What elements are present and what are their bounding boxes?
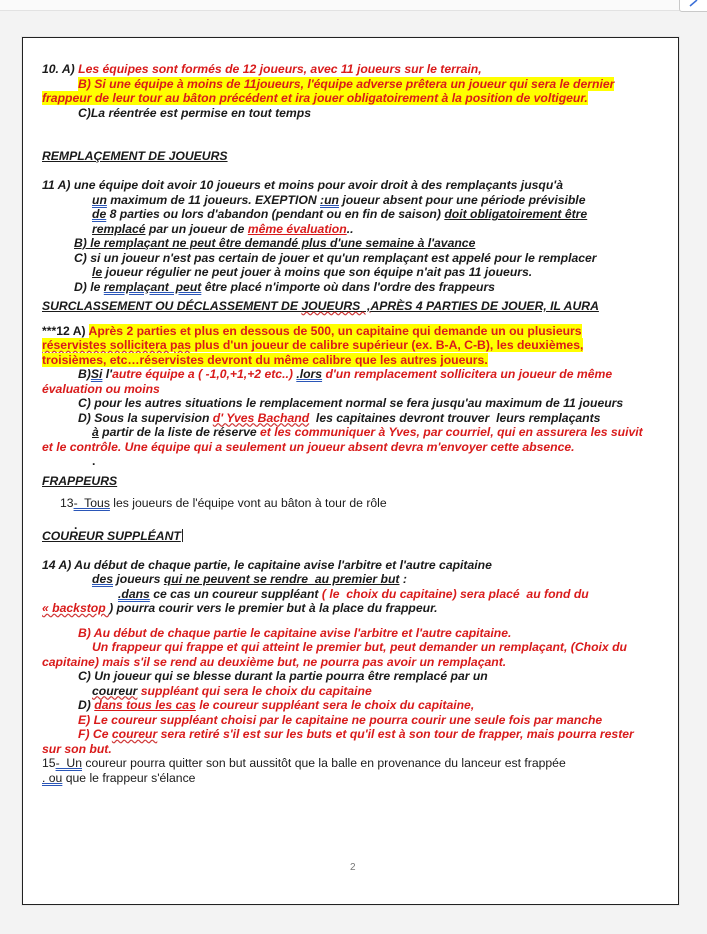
document-body <box>42 62 682 785</box>
heading-surclassement-a: SURCLASSEMENT OU DÉCLASSEMENT DE <box>42 299 302 313</box>
s14-l2-end: : <box>399 572 407 586</box>
s11-l4-text: par un joueur de <box>145 221 248 236</box>
dot-separator: . <box>74 517 78 532</box>
toolbar-button[interactable] <box>679 0 707 12</box>
s12-line1 <box>42 324 682 339</box>
s14-l3-red: ( le choix du capitaine) sera placé au fond du <box>321 586 589 601</box>
viewer-top-bar <box>0 0 707 11</box>
s11-c-line2 <box>42 265 682 280</box>
s12-line3 <box>42 353 682 368</box>
s11-d-underlined: remplaçant peut <box>103 279 202 294</box>
s12-hl2: plus d'un joueur de calibre supérieur (ex. B-A, C-B), les deuxièmes, <box>191 338 584 352</box>
s14-f-wavy: coureur <box>111 727 158 741</box>
s14-c2-wavy: coureur <box>92 683 138 698</box>
s11-l2-underlined2: :un <box>320 192 339 207</box>
s14-d-prefix: D) <box>78 698 95 712</box>
s12-d-line2 <box>42 425 682 440</box>
s12-dot: . <box>92 454 96 468</box>
s14-c-line2 <box>42 684 682 699</box>
s15-line2 <box>42 771 682 786</box>
s11-line1: 11 A) une équipe doit avoir 10 joueurs et moins pour avoir droit à des remplaçants jusqu'à <box>42 178 563 192</box>
s10-a-number: 10. A) <box>42 62 79 76</box>
s12-hl1: Après 2 parties et plus en dessous de 500, un capitaine qui demande un ou plusieurs <box>88 323 582 338</box>
s14-f-line <box>42 727 682 742</box>
s10-a-text: Les équipes sont formés de 12 joueurs, avec 11 joueurs sur le terrain, <box>78 62 482 76</box>
heading-coureur: COUREUR SUPPLÉANT <box>42 528 181 543</box>
s14-d-underlined: dans tous les cas <box>94 698 196 712</box>
s12-hl2-wavy: réservistes sollicitera pas <box>42 338 192 352</box>
s11-l2-text: maximum de 11 joueurs. EXEPTION <box>106 192 321 207</box>
s14-line3 <box>42 587 682 602</box>
s11-line3 <box>42 207 682 222</box>
s12-b-lors: .lors <box>296 367 323 381</box>
s13-text: les joueurs de l'équipe vont au bâton à tour de rôle <box>109 496 387 510</box>
s12-b-l: l' <box>102 367 113 381</box>
s15-l2-text: que le frappeur s'élance <box>62 770 196 785</box>
s10-a-line <box>42 62 682 77</box>
heading-surclassement-b: APRÈS 4 PARTIES DE JOUER, IL AURA <box>370 299 599 313</box>
s14-b-line1: B) Au début de chaque partie le capitaine avise l'arbitre et l'autre capitaine. <box>78 625 512 640</box>
s11-l2-underlined: un <box>92 192 107 207</box>
s12-d2-text: partir de la liste de réserve <box>98 425 261 439</box>
s10-b-line2 <box>42 91 682 106</box>
s12-number: ***12 A) <box>42 323 89 338</box>
s14-line1: 14 A) Au début de chaque partie, le capitaine avise l'arbitre et l'autre capitaine <box>42 557 492 572</box>
s12-b-red2: d'un remplacement sollicitera un joueur de même <box>322 367 613 381</box>
s14-l2-underlined2: qui ne peuvent se rendre au premier but <box>163 572 400 586</box>
s14-b-line3: capitaine) mais s'il se rend au deuxième but, ne pourra pas avoir un remplaçant. <box>42 654 507 669</box>
s12-b-si: Si <box>90 367 103 381</box>
s11-l3-underlined: de <box>92 207 107 221</box>
heading-coureur-line <box>42 529 682 544</box>
s11-c2-underlined: le <box>92 265 103 279</box>
edit-icon <box>689 0 699 7</box>
s13-number: 13 <box>60 496 74 510</box>
s11-l2-text2: joueur absent pour une période prévisible <box>338 192 586 207</box>
s11-line2 <box>42 193 682 208</box>
s14-l4-red: « backstop <box>42 601 110 615</box>
s12-b-red: autre équipe a ( -1,0,+1,+2 etc..) <box>112 367 297 381</box>
s12-d-red: d' Yves Bachand <box>212 410 310 425</box>
s12-d2-underlined: à <box>92 425 99 439</box>
s14-f-text: sera retiré s'il est sur les buts et qu'il est à son tour de frapper, mais pourra rester <box>157 727 634 741</box>
s13-line <box>42 496 682 511</box>
s12-d-line <box>42 411 682 426</box>
s14-f-prefix: F) Ce <box>78 727 112 741</box>
s14-l2-underlined: des <box>92 572 114 586</box>
s11-l3-text: 8 parties ou lors d'abandon (pendant ou en fin de saison) <box>106 207 445 221</box>
s14-b-line2: Un frappeur qui frappe et qui atteint le premier but, peut demander un remplaçant, (Choix du <box>92 640 627 654</box>
s11-l4-end: .. <box>346 221 354 236</box>
s15-underlined: - Un <box>55 756 82 770</box>
s12-d-line3: et le contrôle. Une équipe qui a seulement un joueur absent devra m'envoyer cette absence. <box>42 439 575 454</box>
heading-surclassement-wavy: JOUEURS , <box>301 299 371 313</box>
s10-b-text2: frappeur de leur tour au bâton précédent et ira jouer obligatoirement à la position de voltigeur. <box>42 91 588 105</box>
s10-b-line1 <box>42 77 682 92</box>
s10-c-line: C)La réentrée est permise en tout temps <box>78 105 311 120</box>
s12-d2-red: et les communiquer à Yves, par courriel, qui en assurera les suivit <box>260 425 643 439</box>
s12-d-prefix: D) Sous la supervision <box>78 410 213 425</box>
s15-line1 <box>42 756 682 771</box>
s14-e-line: E) Le coureur suppléant choisi par le capitaine ne pourra courir une seule fois par manche <box>78 712 603 727</box>
s11-c-line1: C) si un joueur n'est pas certain de jouer et qu'un remplaçant est appelé pour le remplacer <box>74 250 597 265</box>
s10-b-text1: B) Si une équipe à moins de 11joueurs, l'équipe adverse prêtera un joueur qui sera le dernier <box>78 76 615 91</box>
s15-text: coureur pourra quitter son but aussitôt que la balle en provenance du lanceur est frappée <box>81 756 566 770</box>
s13-underlined: - Tous <box>73 496 110 510</box>
s14-line4 <box>42 601 682 616</box>
s11-d-line <box>42 280 682 295</box>
s14-line2 <box>42 572 682 587</box>
s11-b-line: B) le remplaçant ne peut être demandé plus d'une semaine à l'avance <box>74 236 476 250</box>
s14-l3-text: ce cas un coureur suppléant <box>149 586 322 601</box>
s14-l4-text: ) pourra courir vers le premier but à la place du frappeur. <box>109 601 438 615</box>
s11-l3-underlined2: doit obligatoirement être <box>444 207 588 221</box>
s14-f-line2: sur son but. <box>42 741 112 756</box>
s12-d-text: les capitaines devront trouver leurs remplaçants <box>309 410 601 425</box>
s12-b-line2: évaluation ou moins <box>42 381 160 396</box>
heading-remplacement: REMPLAÇEMENT DE JOUEURS <box>42 149 228 163</box>
s12-b-label: B) <box>78 367 91 381</box>
s11-line4 <box>42 222 682 237</box>
s14-l3-underlined: .dans <box>118 586 150 601</box>
s15-l2-underlined: . ou <box>42 770 63 785</box>
s12-hl3: troisièmes, etc…réservistes devront du même calibre que les autres joueurs. <box>42 352 488 367</box>
s11-c2-text: joueur régulier ne peut jouer à moins que son équipe n'ait pas 11 joueurs. <box>102 265 533 279</box>
s14-l2-text: joueurs <box>113 572 164 586</box>
s14-d-red: le coureur suppléant sera le choix du capitaine, <box>195 698 475 712</box>
s11-d-prefix: D) le <box>74 279 104 294</box>
s12-c-line: C) pour les autres situations le remplacement normal se fera jusqu'au maximum de 11 joueurs <box>78 396 624 410</box>
s11-l4-underlined: remplacé <box>92 221 146 236</box>
s12-b-line <box>42 367 682 382</box>
s14-c2-red: suppléant qui sera le choix du capitaine <box>137 683 372 698</box>
s12-line2 <box>42 338 682 353</box>
page-number: 2 <box>350 862 356 873</box>
heading-surclassement <box>42 299 682 314</box>
s14-d-line <box>42 698 682 713</box>
s15-number: 15 <box>42 756 56 770</box>
s14-c-line1: C) Un joueur qui se blesse durant la partie pourra être remplacé par un <box>78 669 488 683</box>
s11-l4-red: même évaluation <box>247 221 347 236</box>
text-cursor <box>182 529 183 542</box>
s11-d-text: être placé n'importe où dans l'ordre des frappeurs <box>201 279 495 294</box>
heading-frappeurs: FRAPPEURS <box>42 473 118 488</box>
